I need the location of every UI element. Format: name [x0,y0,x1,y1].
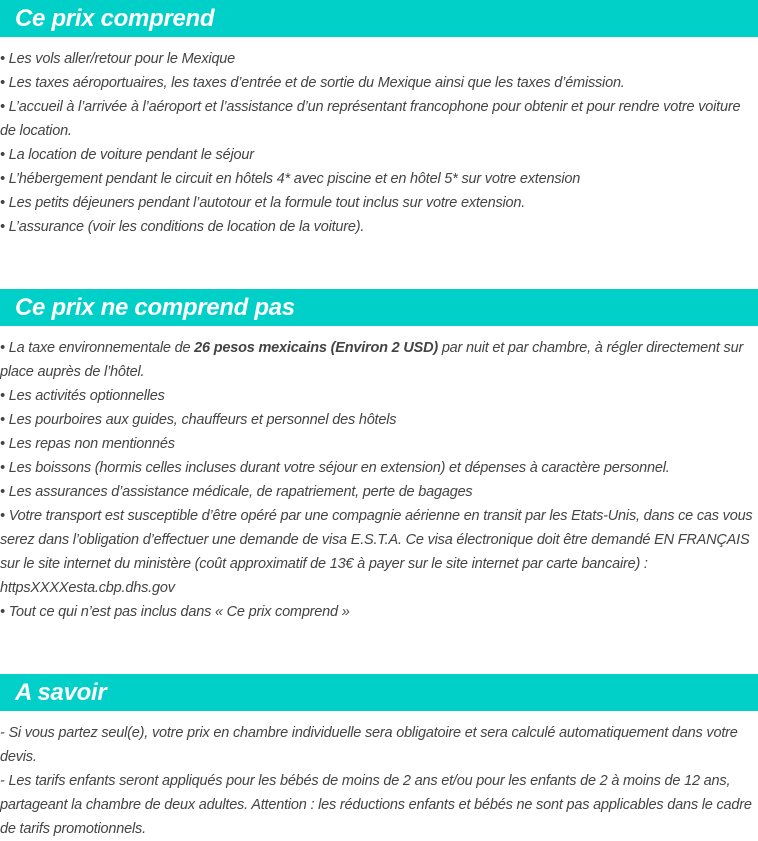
list-item-environmental-tax [0,336,758,384]
good-to-know-list [0,711,758,841]
tax-amount: 26 pesos mexicains (Environ 2 USD) [194,340,438,356]
list-item: - Si vous partez seul(e), votre prix en chambre individuelle sera obligatoire et sera calculé automatiquement dans votre devis. [0,725,738,765]
list-item: • Les pourboires aux guides, chauffeurs et personnel des hôtels [0,412,397,428]
list-item: • Les taxes aéroportuaires, les taxes d’entrée et de sortie du Mexique ainsi que les taxes d’émission. [0,75,625,91]
list-item: • Les petits déjeuners pendant l’autotour et la formule tout inclus sur votre extension. [0,195,526,211]
included-list [0,37,758,239]
section-title-included: Ce prix comprend [0,0,758,37]
list-item: • Tout ce qui n’est pas inclus dans « Ce prix comprend » [0,604,350,620]
list-item: • Les assurances d’assistance médicale, de rapatriement, perte de bagages [0,484,473,500]
list-item: • Les activités optionnelles [0,388,165,404]
list-item: • L’hébergement pendant le circuit en hôtels 4* avec piscine et en hôtel 5* sur votre extension [0,171,581,187]
list-item: - Les tarifs enfants seront appliqués pour les bébés de moins de 2 ans et/ou pour les enfants de 2 à moins de 12 ans, partageant la chambre de deux adultes. Attention : les réductions enfants et bébés ne sont pas applicables dans le cadre de tarifs promotionnels. [0,773,752,837]
esta-url: httpsXXXXesta.cbp.dhs.gov [0,580,175,596]
tax-text-after: par nuit et par chambre, à régler directement sur place auprès de l’hôtel. [0,340,744,380]
list-item: • La location de voiture pendant le séjour [0,147,254,163]
list-item: • Les boissons (hormis celles incluses durant votre séjour en extension) et dépenses à caractère personnel. [0,460,670,476]
not-included-list [0,326,758,624]
list-item: • L’accueil à l’arrivée à l’aéroport et l’assistance d’un représentant francophone pour obtenir et pour rendre votre voiture de location. [0,99,741,139]
section-title-not-included: Ce prix ne comprend pas [0,289,758,326]
section-good-to-know [0,674,758,841]
section-title-good-to-know: A savoir [0,674,758,711]
list-item: • Votre transport est susceptible d’être opéré par une compagnie aérienne en transit par les Etats-Unis, dans ce cas vous serez dans l’obligation d’effectuer une demande de visa E.S.T.A. Ce visa électronique doit être demandé EN FRANÇAIS sur le site internet du ministère (coût approximatif de 13€ à payer sur le site internet par carte bancaire) : [0,508,753,572]
tax-text-before: • La taxe environnementale de [0,340,195,356]
section-included [0,0,758,239]
list-item: • Les vols aller/retour pour le Mexique [0,51,236,67]
section-not-included [0,289,758,624]
list-item: • L’assurance (voir les conditions de location de la voiture). [0,219,365,235]
list-item: • Les repas non mentionnés [0,436,175,452]
